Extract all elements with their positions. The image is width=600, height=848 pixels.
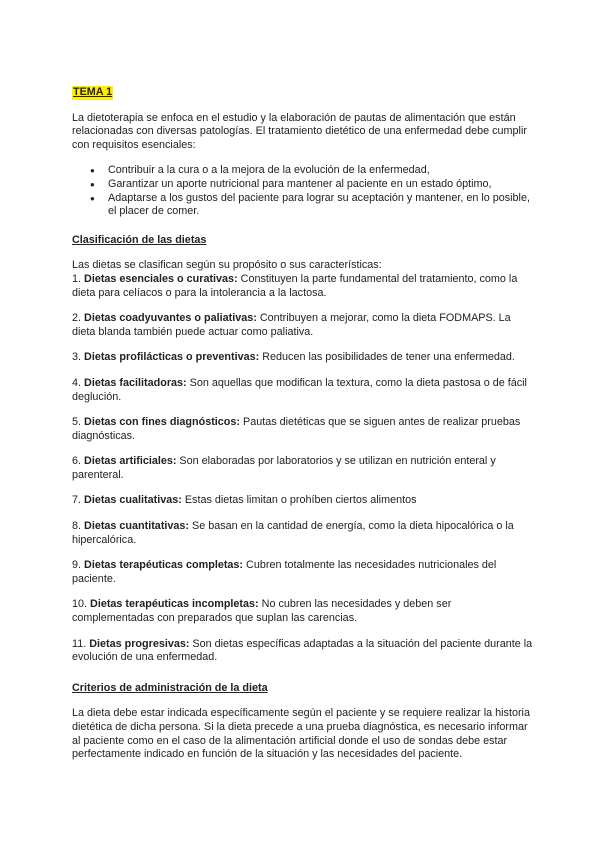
dieta-term: Dietas terapéuticas completas:: [84, 559, 244, 572]
dieta-term: Dietas cuantitativas:: [84, 520, 190, 533]
dieta-term: Dietas artificiales:: [84, 455, 177, 468]
dieta-item: [72, 416, 534, 443]
dieta-item: [72, 312, 534, 339]
clasificacion-section: [72, 259, 534, 664]
dieta-item: [72, 598, 534, 625]
dieta-description: Cubren totalmente las necesidades nutricionales del paciente.: [72, 559, 497, 585]
clasificacion-intro: Las dietas se clasifican según su propósito o sus características:: [72, 259, 382, 272]
dieta-description: Constituyen la parte fundamental del tratamiento, como la dieta para celíacos o para la intolerancia a la lactosa.: [72, 272, 518, 299]
clasificacion-heading: Clasificación de las dietas: [72, 233, 207, 246]
dieta-number: 3.: [72, 351, 82, 364]
dieta-term: Dietas cualitativas:: [84, 494, 182, 507]
dieta-description: Estas dietas limitan o prohíben ciertos alimentos: [181, 494, 417, 507]
document-page: [72, 86, 534, 774]
page-title: TEMA 1: [73, 86, 113, 98]
dieta-item: [72, 638, 534, 665]
dieta-number: 6.: [72, 455, 82, 468]
dieta-description: No cubren las necesidades y deben ser complementadas con preparados que suplan las carencias.: [72, 598, 452, 625]
dietas-list: [72, 273, 534, 665]
dieta-description: Contribuyen a mejorar, como la dieta FODMAPS. La dieta blanda también puede actuar como paliativa.: [72, 312, 511, 338]
list-item: ● Contribuir a la cura o a la mejora de la evolución de la enfermedad,: [108, 164, 534, 178]
dieta-number: 10.: [72, 598, 88, 611]
criterios-paragraph: La dieta debe estar indicada específicamente según el paciente y se requiere realizar la historia dietética de dicha persona. Si la dieta precede a una prueba diagnóstica, es necesario informar al paciente como en el caso de la alimentación artificial donde el uso de sondas debe estar perfectamente indicado en función de la situación y las necesidades del paciente.: [72, 707, 530, 761]
dieta-description: Son elaboradas por laboratorios y se utilizan en nutrición enteral y parenteral.: [72, 455, 496, 481]
dieta-item: [72, 377, 534, 404]
dieta-description: Son dietas específicas adaptadas a la situación del paciente durante la evolución de una enfermedad.: [72, 637, 533, 664]
requisitos-list: [72, 164, 534, 218]
list-item: ● Garantizar un aporte nutricional para mantener al paciente en un estado óptimo,: [108, 178, 534, 192]
list-item: ● Adaptarse a los gustos del paciente para lograr su aceptación y mantener, en lo posible, el placer de comer.: [108, 192, 534, 219]
dieta-number: 1.: [72, 272, 82, 285]
dieta-number: 2.: [72, 312, 82, 325]
dieta-item: [72, 494, 534, 508]
dieta-description: Son aquellas que modifican la textura, como la dieta pastosa o de fácil deglución.: [72, 376, 527, 403]
dieta-description: Se basan en la cantidad de energía, como la dieta hipocalórica o la hipercalórica.: [72, 520, 514, 546]
dieta-term: Dietas terapéuticas incompletas:: [90, 598, 259, 611]
dieta-number: 9.: [72, 559, 82, 572]
dieta-item: [72, 351, 534, 365]
dieta-term: Dietas coadyuvantes o paliativas:: [84, 312, 257, 325]
dieta-item: [72, 559, 534, 586]
criterios-section: [72, 682, 534, 762]
dieta-term: Dietas esenciales o curativas:: [84, 272, 238, 285]
dieta-term: Dietas progresivas:: [89, 637, 190, 650]
dieta-term: Dietas profilácticas o preventivas:: [84, 351, 260, 364]
dieta-description: Reducen las posibilidades de tener una enfermedad.: [259, 351, 515, 364]
dieta-number: 4.: [72, 376, 82, 389]
dieta-term: Dietas facilitadoras:: [84, 376, 187, 389]
dieta-description: Pautas dietéticas que se siguen antes de realizar pruebas diagnósticas.: [72, 416, 521, 442]
dieta-item: [72, 520, 534, 547]
dieta-item: [72, 273, 534, 300]
dieta-number: 8.: [72, 520, 82, 533]
dieta-number: 7.: [72, 494, 82, 507]
dieta-number: 11.: [72, 637, 87, 650]
dieta-item: [72, 455, 534, 482]
criterios-heading: Criterios de administración de la dieta: [72, 681, 268, 694]
dieta-number: 5.: [72, 416, 82, 429]
intro-paragraph: La dietoterapia se enfoca en el estudio y la elaboración de pautas de alimentación que están relacionadas con diversas patologías. El tratamiento dietético de una enfermedad debe cumplir con requisitos esenciales:: [72, 111, 527, 151]
dieta-term: Dietas con fines diagnósticos:: [84, 416, 241, 429]
